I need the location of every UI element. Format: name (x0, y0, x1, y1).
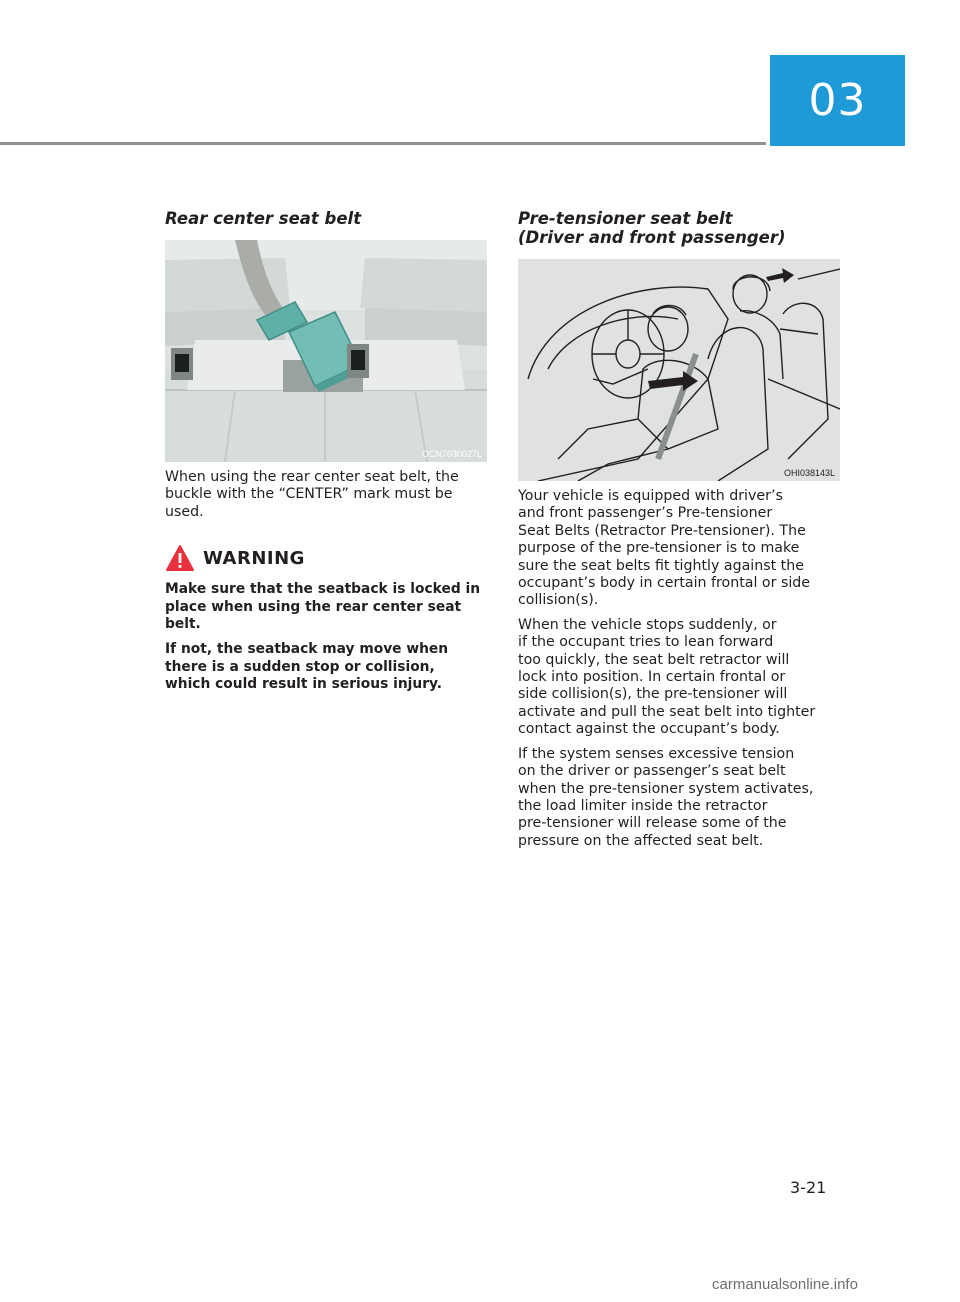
rear-center-belt-title: Rear center seat belt (165, 209, 362, 228)
pretensioner-title: Pre-tensioner seat belt (Driver and front passenger) (518, 209, 786, 247)
chapter-number: 03 (808, 75, 867, 126)
right-column (518, 205, 842, 857)
figure-code: OHI038143L (783, 468, 835, 478)
chapter-tab (770, 55, 905, 146)
header-rule (0, 142, 766, 145)
figure-code: OCN7030027L (421, 449, 482, 459)
rear-center-belt-paragraph: When using the rear center seat belt, the buckle with the “CENTER” mark must be used. (165, 469, 459, 520)
rear-seat-buckle-illustration (165, 240, 487, 462)
rear-center-belt-figure (165, 240, 487, 462)
warning-text-1: Make sure that the seatback is locked in place when using the rear center seat belt. (165, 581, 481, 633)
pretensioner-paragraph-1: Your vehicle is equipped with driver’s and front passenger’s Pre-tensioner Seat Belts (Retractor Pre-tensioner). The purpose of the pre-tensioner is to make sure the seat belts fit tightly against the occupant’s body in certain frontal or side collision(s). (518, 488, 811, 609)
pretensioner-paragraph-3: If the system senses excessive tension on the driver or passenger’s seat belt when the pre-tensioner system activates, the load limiter inside the retractor pre-tensioner will release some of the pressure on the affected seat belt. (518, 745, 814, 849)
warning-icon (165, 543, 195, 573)
left-column (165, 205, 487, 702)
warning-heading (165, 543, 487, 573)
pretensioner-illustration (518, 259, 840, 481)
warning-text-2: If not, the seatback may move when there is a sudden stop or collision, which could result in serious injury. (165, 641, 449, 693)
page-number: 3-21 (790, 1178, 827, 1197)
pretensioner-paragraph-2: When the vehicle stops suddenly, or if the occupant tries to lean forward too quickly, the seat belt retractor will lock into position. In certain frontal or side collision(s), the pre-tensioner will activate and pull the seat belt into tighter contact against the occupant’s body. (518, 616, 816, 738)
pretensioner-figure (518, 259, 840, 481)
warning-label: WARNING (203, 547, 305, 569)
watermark[interactable]: carmanualsonline.info (712, 1276, 858, 1293)
